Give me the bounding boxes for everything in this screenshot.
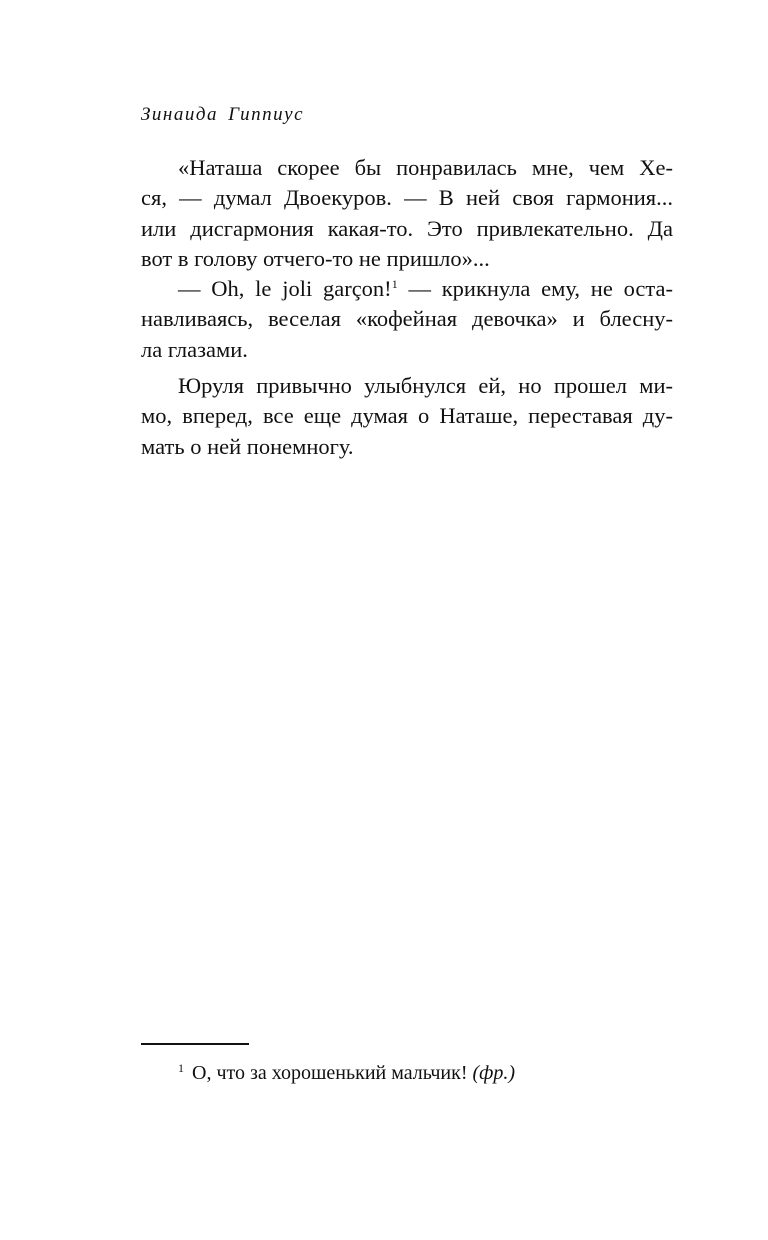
text-line: мо, вперед, все еще думая о Наташе, переставая ду- <box>141 403 673 429</box>
text-line: навливаясь, веселая «кофейная девочка» и блесну- <box>141 306 673 332</box>
footnote-text: О, что за хорошенький мальчик! <box>192 1062 468 1084</box>
footnote-reference[interactable]: 1 <box>391 277 398 292</box>
footnote-marker: 1 <box>178 1061 184 1075</box>
text-line: Юруля привычно улыбнулся ей, но прошел ми- <box>178 373 673 399</box>
dialogue-fragment: — крикнула ему, не оста- <box>397 276 673 302</box>
text-line: ла глазами. <box>141 336 248 362</box>
text-line: «Наташа скорее бы понравилась мне, чем Хе- <box>178 155 673 180</box>
text-line: ся, — думал Двоекуров. — В ней своя гармония... <box>141 185 673 211</box>
running-title: Зинаида Гиппиус <box>141 104 305 125</box>
text-line: или дисгармония какая-то. Это привлекательно. Да <box>141 215 673 241</box>
dialogue-fragment: — Oh, le joli garçon! <box>178 276 392 302</box>
footnote-language-note: (фр.) <box>472 1062 516 1084</box>
text-line: мать о ней понемногу. <box>141 433 354 459</box>
footnote-divider <box>141 1043 249 1045</box>
main-text <box>141 153 673 462</box>
text-line: вот в голову отчего-то не пришло»... <box>141 245 490 271</box>
footnote <box>178 1054 515 1087</box>
text-line <box>141 274 673 304</box>
